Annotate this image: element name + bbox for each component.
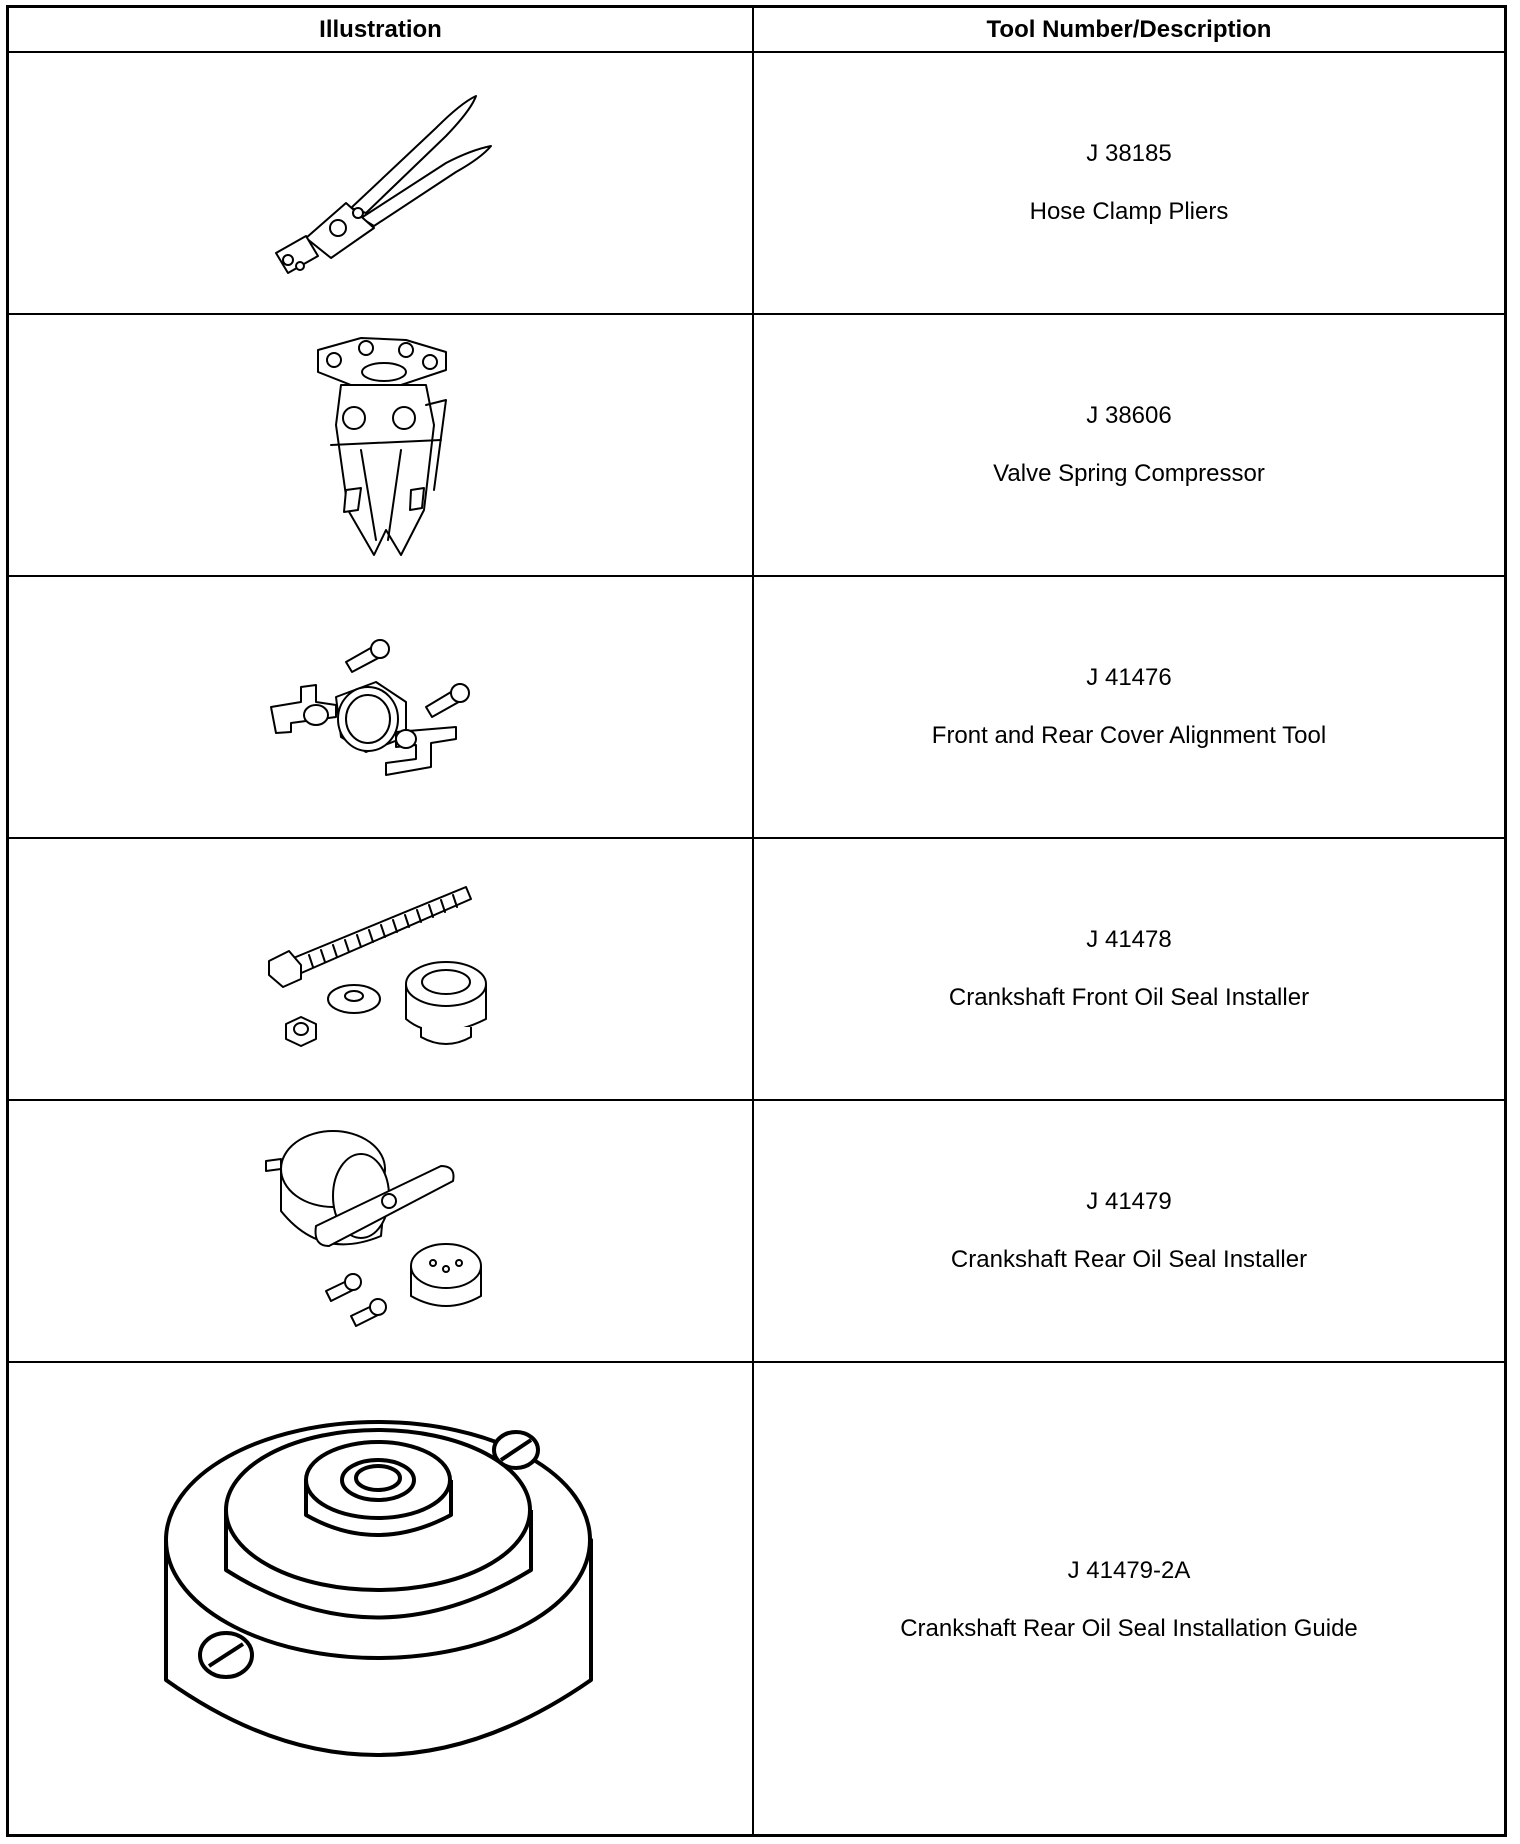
tool-number: J 38185 (1086, 140, 1172, 167)
tool-description-cell (754, 1363, 1504, 1837)
tool-description-cell (754, 839, 1504, 1099)
tool-number: J 41476 (1086, 664, 1172, 691)
tool-description: Valve Spring Compressor (993, 460, 1265, 487)
header-tool-description: Tool Number/Description (986, 16, 1272, 43)
illustration-cell (9, 1101, 752, 1361)
installation-guide-icon (161, 1400, 601, 1800)
tool-description: Front and Rear Cover Alignment Tool (931, 722, 1327, 749)
tool-number: J 41478 (1086, 926, 1172, 953)
hose-clamp-pliers-icon (266, 88, 496, 278)
alignment-tool-icon (266, 627, 496, 787)
front-seal-installer-icon (261, 879, 501, 1059)
valve-spring-compressor-icon (306, 330, 456, 560)
tool-description-cell (754, 53, 1504, 313)
tool-description: Crankshaft Rear Oil Seal Installer (950, 1246, 1308, 1273)
tool-description-cell (754, 1101, 1504, 1361)
tool-description: Crankshaft Rear Oil Seal Installation Guide (900, 1615, 1358, 1642)
illustration-cell (9, 315, 752, 575)
tool-number: J 41479 (1086, 1188, 1172, 1215)
tool-number: J 38606 (1086, 402, 1172, 429)
illustration-cell (9, 53, 752, 313)
illustration-cell (9, 1363, 752, 1837)
table-row (9, 577, 1504, 839)
tools-table (6, 5, 1507, 1837)
table-row (9, 1101, 1504, 1363)
tool-number: J 41479-2A (1067, 1557, 1191, 1584)
illustration-cell (9, 839, 752, 1099)
table-header (9, 8, 1504, 53)
tool-description: Crankshaft Front Oil Seal Installer (948, 984, 1310, 1011)
rear-seal-installer-icon (261, 1121, 501, 1341)
header-illustration: Illustration (319, 16, 442, 43)
tool-description-cell (754, 577, 1504, 837)
table-row (9, 839, 1504, 1101)
table-row (9, 53, 1504, 315)
illustration-cell (9, 577, 752, 837)
tool-description: Hose Clamp Pliers (1029, 198, 1229, 225)
table-row (9, 315, 1504, 577)
tool-description-cell (754, 315, 1504, 575)
table-row (9, 1363, 1504, 1837)
